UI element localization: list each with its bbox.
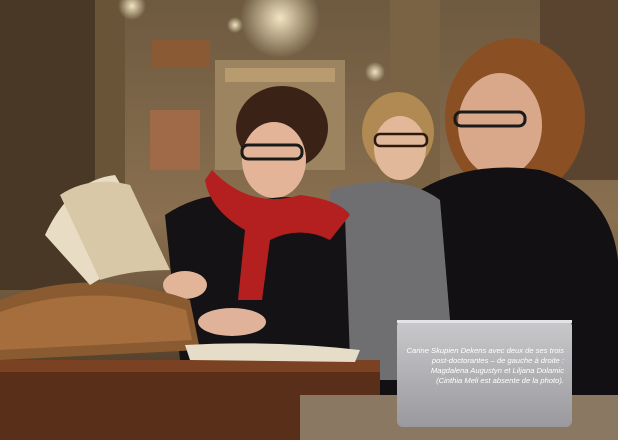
caption-line: Magdalena Augustyn et Liljana Dolamic: [430, 366, 564, 375]
caption-line: post-doctorantes – de gauche à droite :: [431, 356, 564, 365]
caption-line: (Cinthia Meli est absente de la photo).: [436, 376, 564, 385]
photo-caption: [394, 346, 564, 386]
caption-line: Carine Skupien Dekens avec deux de ses trois: [406, 346, 564, 355]
